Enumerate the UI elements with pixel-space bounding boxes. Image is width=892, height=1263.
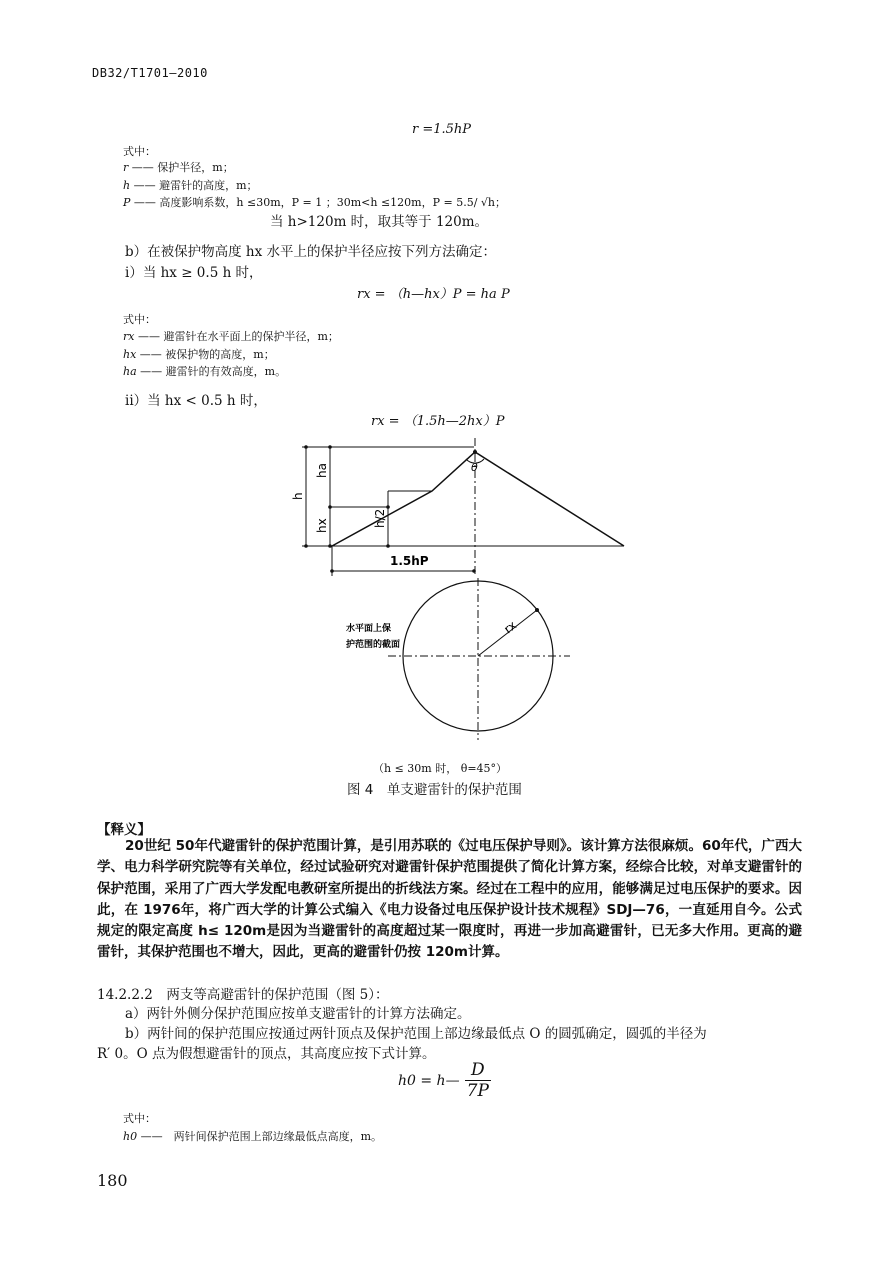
figure-condition: （h ≤ 30m 时， θ=45°）: [373, 762, 508, 775]
radius-end-marker: [535, 608, 539, 612]
label-plane-section-2: 护范围的截面: [346, 640, 401, 650]
def-symbol: hx: [123, 348, 137, 361]
def-symbol: h0: [123, 1130, 138, 1143]
tick-marker: [386, 544, 390, 548]
label-h: h: [291, 492, 305, 500]
clause-item-b-line1: b）两针间的保护范围应按通过两针顶点及保护范围上部边缘最低点 O 的圆弧确定，圆弧的半径为: [125, 1026, 707, 1042]
equation-h0-lhs: h0 = h—: [398, 1073, 460, 1089]
def-text: —— 避雷针的有效高度，m。: [140, 365, 287, 378]
def-text: —— 避雷针的高度，m；: [133, 179, 258, 192]
protection-envelope: [332, 452, 624, 546]
tick-marker: [472, 569, 476, 573]
def-text: —— 高度影响系数，h ≤30m，P = 1 ；30m<h ≤120m，P = 5.5/ √h；: [133, 196, 507, 209]
def-text: —— 两针间保护范围上部边缘最低点高度，m。: [140, 1130, 383, 1143]
fraction-denominator: 7P: [466, 1081, 489, 1101]
def-row: [123, 328, 339, 344]
where-label: 式中：: [123, 313, 156, 326]
def-row: [123, 346, 275, 362]
equation-radius: r =1.5hP: [412, 122, 472, 137]
tick-marker: [328, 544, 332, 548]
def-row: [123, 194, 506, 210]
label-plane-section-1: 水平面上保: [346, 624, 392, 634]
label-theta: θ: [471, 461, 478, 474]
equation-rx-case2: rx = （1.5h—2hx）P: [371, 414, 505, 429]
figure-caption: 图 4 单支避雷针的保护范围: [347, 782, 522, 798]
tick-marker: [304, 445, 308, 449]
section-b-title: b）在被保护物高度 hx 水平上的保护半径应按下列方法确定：: [125, 244, 497, 260]
def-row: [123, 177, 258, 193]
commentary-paragraph: 20世纪 50年代避雷针的保护范围计算，是引用苏联的《过电压保护导则》。该计算方法很麻烦。60年代，广西大学、电力科学研究院等有关单位，经过试验研究对避雷针保护范围提供了简化计算方案，经综合比较，对单支避雷针的保护范围，采用了广西大学发配电教研室所提出的折线法方案。经过在工程中的应用，能够满足过电压保护的要求。因此，在 1976年，将广西大学的计算公式编入《电力设备过电压保护设计技术规程》SDJ—76，一直延用自今。公式规定的限定高度 h≤ 120m是因为当避雷针的高度超过某一限度时，再进一步加高避雷针，已无多大作用。更高的避雷针，其保护范围也不增大，因此，更高的避雷针仍按 120m计算。: [97, 838, 802, 961]
def-symbol: P: [123, 196, 131, 209]
clause-item-b-line2: R′ 0。O 点为假想避雷针的顶点，其高度应按下式计算。: [97, 1046, 436, 1062]
equation-h0: [398, 1060, 491, 1101]
label-hx: hx: [315, 518, 329, 533]
clause-title: 14.2.2.2 两支等高避雷针的保护范围（图 5）：: [97, 987, 389, 1003]
where-label: 式中：: [123, 1112, 156, 1125]
tick-marker: [330, 569, 334, 573]
clause-item-a: a）两针外侧分保护范围应按单支避雷针的计算方法确定。: [125, 1006, 471, 1022]
def-row: [123, 363, 286, 379]
label-base-width: 1.5hP: [390, 554, 429, 568]
tick-marker: [386, 505, 390, 509]
def-symbol: rx: [123, 330, 135, 343]
def-text: —— 被保护物的高度，m；: [139, 348, 275, 361]
case-2-title: ii）当 hx < 0.5 h 时，: [125, 393, 267, 409]
def-symbol: h: [123, 179, 131, 192]
def-symbol: ha: [123, 365, 137, 378]
commentary-heading: 【释义】: [97, 822, 151, 838]
tick-marker: [304, 544, 308, 548]
case-1-title: i）当 hx ≥ 0.5 h 时，: [125, 265, 263, 281]
label-ha: ha: [315, 463, 329, 478]
def-text: —— 保护半径，m；: [131, 161, 234, 174]
height-limit-note: 当 h>120m 时，取其等于 120m。: [270, 214, 489, 230]
rod-tip-marker: [473, 450, 477, 454]
def-symbol: r: [123, 161, 129, 174]
fraction-numerator: D: [465, 1060, 491, 1081]
label-rx: rx: [501, 618, 520, 637]
protection-range-diagram: [240, 430, 652, 760]
page-number: 180: [97, 1171, 128, 1190]
standard-number: DB32/T1701—2010: [92, 66, 208, 80]
tick-marker: [328, 445, 332, 449]
def-row: [123, 159, 234, 175]
label-half-h: h/2: [373, 508, 387, 528]
def-row: [123, 1128, 382, 1144]
where-label: 式中：: [123, 145, 156, 158]
def-text: —— 避雷针在水平面上的保护半径，m；: [137, 330, 339, 343]
equation-rx-case1: rx = （h—hx）P = ha P: [357, 287, 510, 302]
tick-marker: [328, 505, 332, 509]
equation-h0-fraction: [465, 1060, 491, 1101]
